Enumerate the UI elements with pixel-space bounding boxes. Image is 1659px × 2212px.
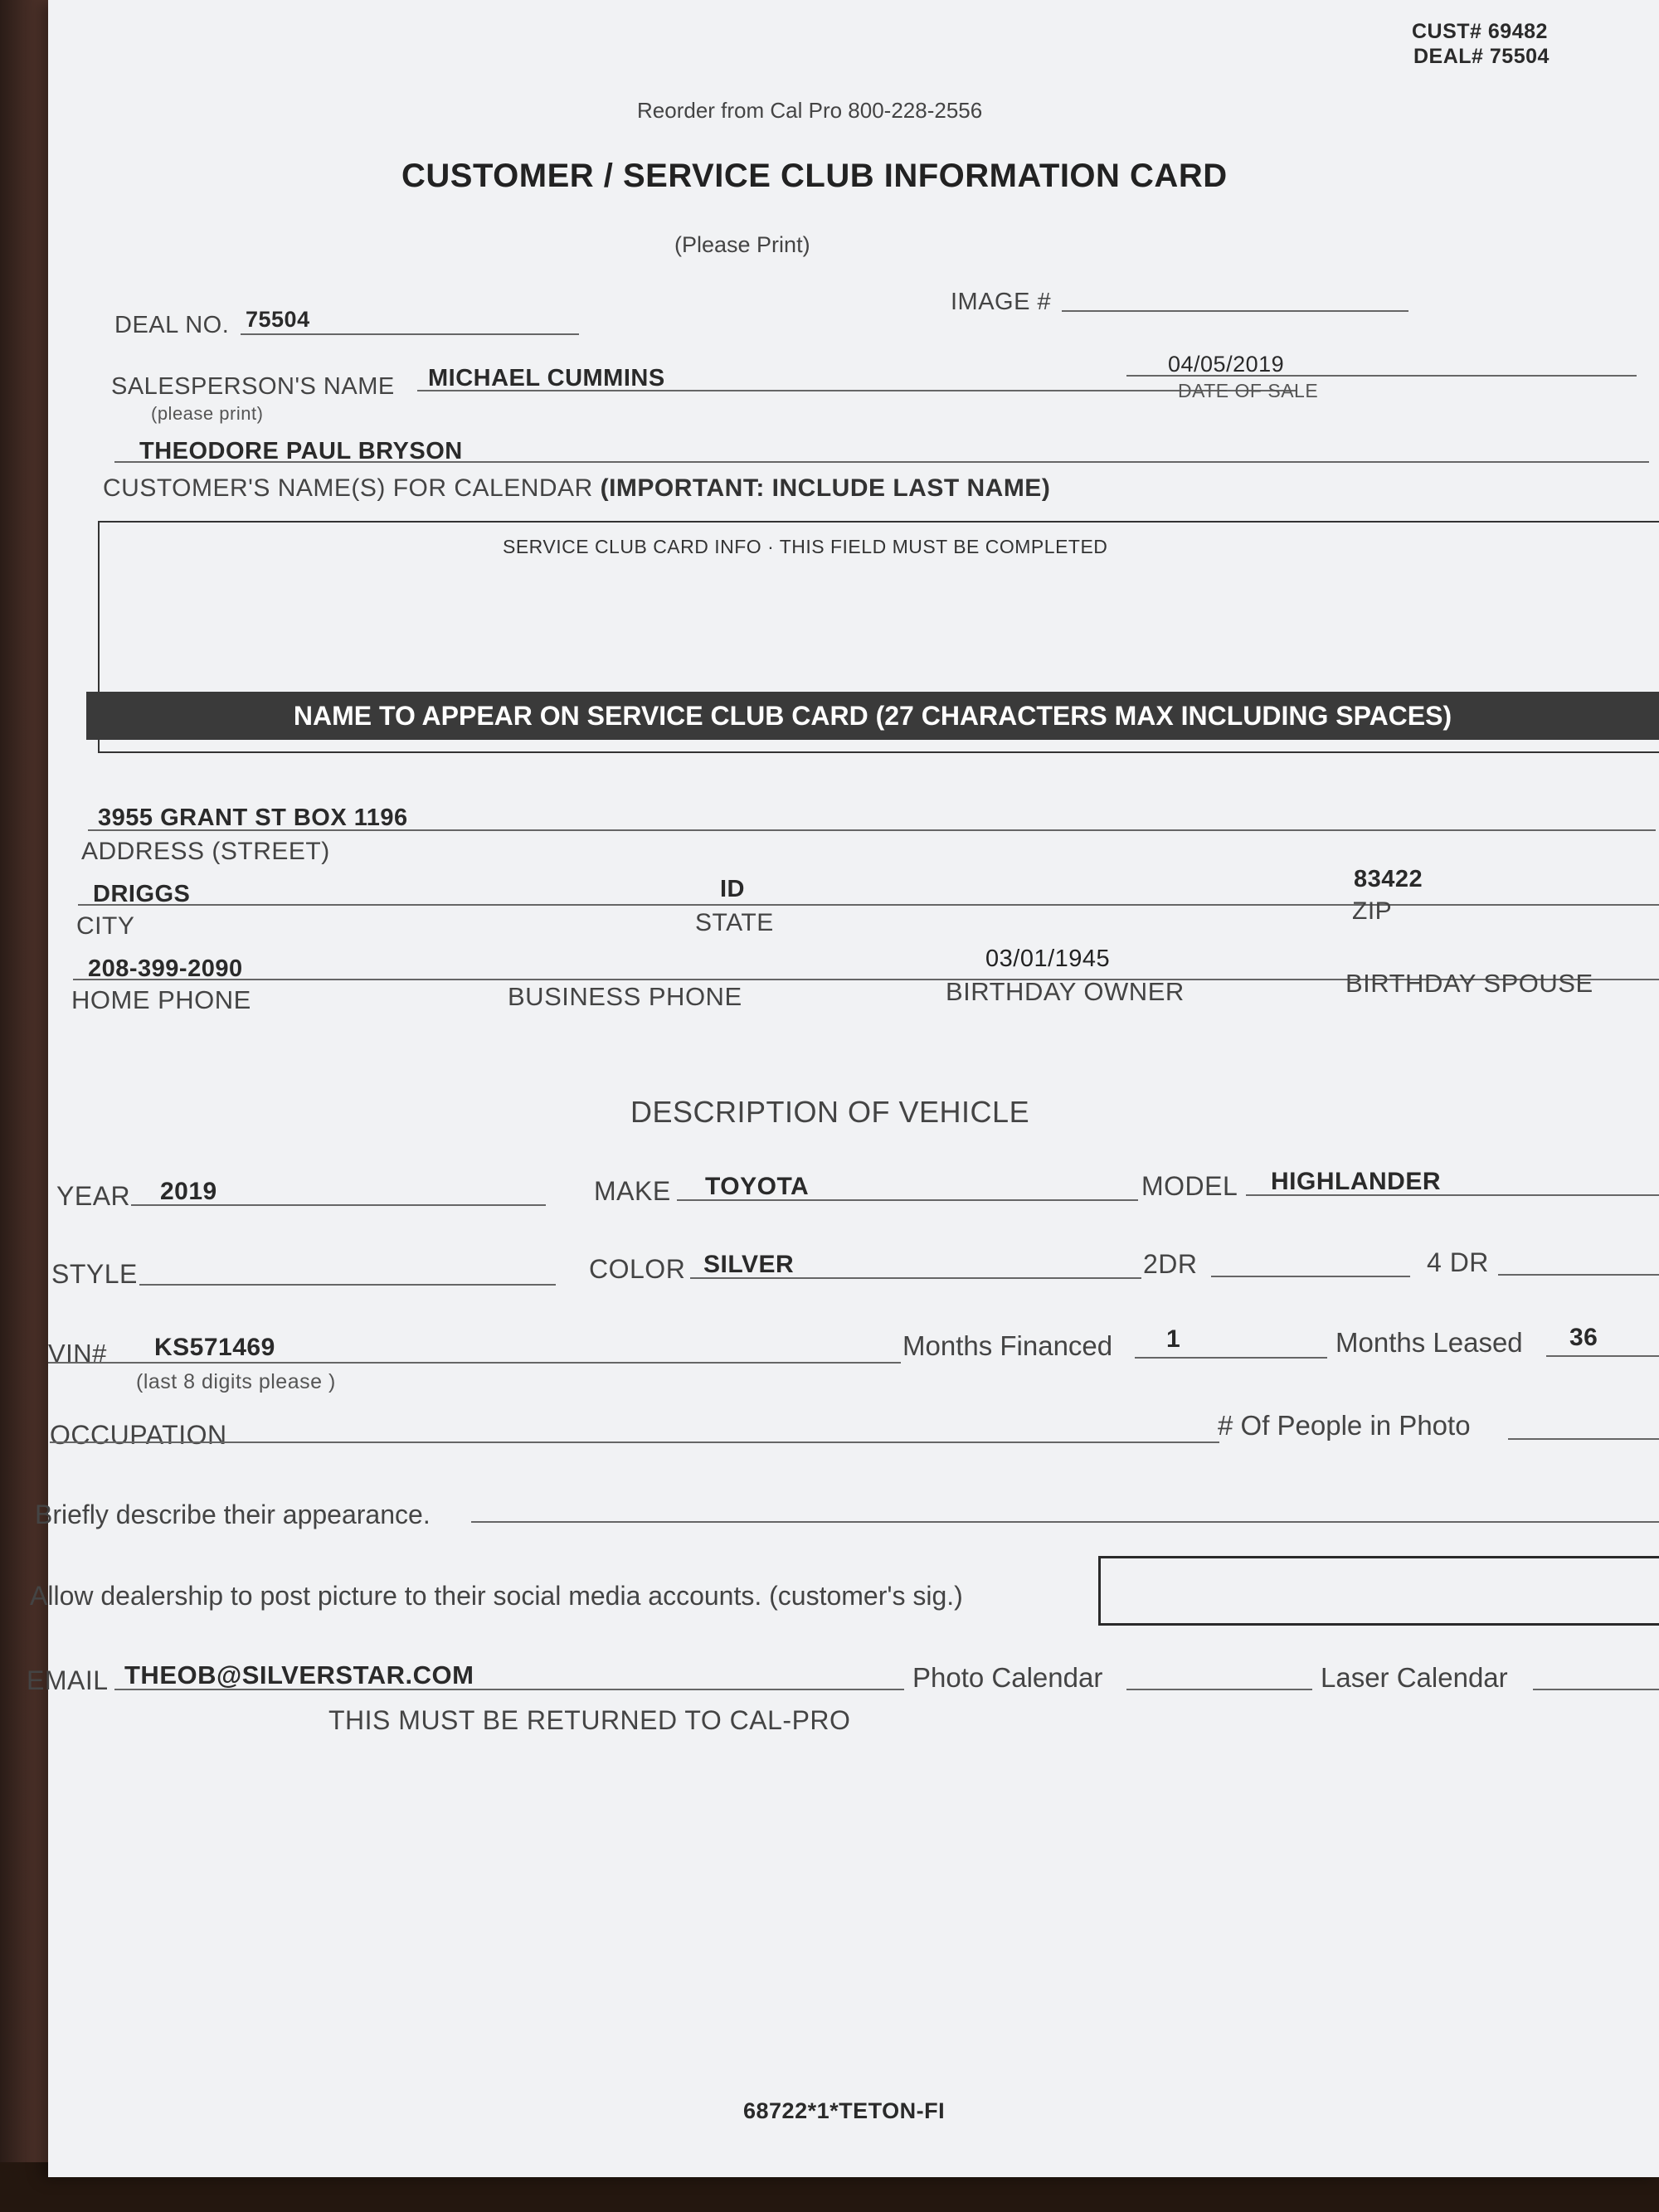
style-line	[139, 1284, 556, 1286]
service-club-info-label: SERVICE CLUB CARD INFO · THIS FIELD MUST BE COMPLETED	[503, 536, 1108, 557]
occupation-line	[50, 1441, 1219, 1443]
make-value: TOYOTA	[705, 1173, 810, 1200]
vin-hint: (last 8 digits please )	[136, 1370, 336, 1393]
year-line	[131, 1204, 546, 1206]
color-label: COLOR	[589, 1254, 686, 1284]
vin-value: KS571469	[154, 1334, 275, 1361]
vin-line	[48, 1362, 901, 1364]
year-label: YEAR	[56, 1181, 131, 1211]
date-of-sale-value: 04/05/2019	[1168, 352, 1285, 377]
vehicle-heading: DESCRIPTION OF VEHICLE	[630, 1095, 1030, 1129]
city-label: CITY	[76, 912, 135, 940]
customer-name-value: THEODORE PAUL BRYSON	[139, 438, 463, 464]
birthday-spouse-label: BIRTHDAY SPOUSE	[1345, 969, 1593, 998]
birthday-owner-value: 03/01/1945	[985, 946, 1111, 972]
image-label: IMAGE #	[951, 289, 1052, 315]
customer-name-important: (IMPORTANT: INCLUDE LAST NAME)	[600, 474, 1051, 502]
email-value: THEOB@SILVERSTAR.COM	[124, 1660, 474, 1689]
salesperson-line	[417, 390, 1297, 391]
image-line	[1062, 310, 1408, 312]
footer-code: 68722*1*TETON-FI	[743, 2098, 946, 2123]
date-of-sale-label: DATE OF SALE	[1178, 380, 1319, 401]
four-door-label: 4 DR	[1427, 1247, 1489, 1277]
months-financed-line	[1135, 1357, 1327, 1359]
home-phone-value: 208-399-2090	[88, 955, 243, 982]
months-leased-value: 36	[1569, 1324, 1598, 1351]
salesperson-label: SALESPERSON'S NAME	[111, 373, 395, 400]
customer-signature-box[interactable]	[1098, 1556, 1659, 1626]
customer-name-line	[114, 461, 1649, 463]
people-in-photo-line	[1508, 1438, 1659, 1440]
vin-label: VIN#	[48, 1339, 107, 1368]
service-club-name-bar: NAME TO APPEAR ON SERVICE CLUB CARD (27 CHARACTERS MAX INCLUDING SPACES)	[86, 692, 1659, 740]
form-title: CUSTOMER / SERVICE CLUB INFORMATION CARD	[401, 158, 1228, 194]
two-door-line	[1211, 1276, 1410, 1277]
photo-calendar-label: Photo Calendar	[912, 1662, 1103, 1693]
zip-value: 83422	[1354, 866, 1423, 892]
months-financed-label: Months Financed	[902, 1330, 1113, 1361]
occupation-label: OCCUPATION	[50, 1420, 227, 1450]
return-note: THIS MUST BE RETURNED TO CAL-PRO	[328, 1705, 851, 1735]
deal-no-line	[241, 333, 579, 335]
color-line	[690, 1277, 1141, 1279]
model-line	[1246, 1194, 1659, 1196]
model-label: MODEL	[1141, 1171, 1238, 1201]
deal-number: DEAL# 75504	[1413, 45, 1550, 68]
email-label: EMAIL	[27, 1665, 109, 1695]
business-phone-label: BUSINESS PHONE	[508, 982, 742, 1011]
information-card-paper	[27, 0, 1659, 2177]
address-street-line	[88, 829, 1656, 831]
model-value: HIGHLANDER	[1271, 1168, 1441, 1195]
two-door-label: 2DR	[1143, 1249, 1198, 1279]
date-of-sale-line	[1126, 375, 1637, 377]
social-media-label: Allow dealership to post picture to their social media accounts. (customer's sig.)	[30, 1581, 963, 1611]
salesperson-hint: (please print)	[151, 403, 264, 424]
make-line	[677, 1199, 1138, 1201]
deal-no-label: DEAL NO.	[114, 312, 230, 338]
state-label: STATE	[695, 909, 774, 936]
state-value: ID	[720, 876, 745, 902]
make-label: MAKE	[594, 1176, 671, 1206]
customer-name-label	[103, 474, 1050, 503]
city-state-zip-line	[78, 904, 1659, 906]
four-door-line	[1498, 1274, 1659, 1276]
year-value: 2019	[160, 1178, 217, 1205]
address-street-label: ADDRESS (STREET)	[81, 838, 330, 865]
months-leased-line	[1546, 1355, 1659, 1357]
people-in-photo-label: # Of People in Photo	[1218, 1410, 1471, 1441]
home-phone-label: HOME PHONE	[71, 985, 251, 1014]
zip-label: ZIP	[1352, 897, 1393, 925]
months-leased-label: Months Leased	[1335, 1327, 1523, 1358]
deal-no-value: 75504	[246, 307, 310, 332]
months-financed-value: 1	[1166, 1325, 1181, 1353]
email-line	[114, 1689, 904, 1690]
color-value: SILVER	[703, 1251, 795, 1278]
style-label: STYLE	[51, 1259, 138, 1289]
reorder-note: Reorder from Cal Pro 800-228-2556	[637, 98, 983, 123]
appearance-line	[471, 1521, 1659, 1523]
salesperson-value: MICHAEL CUMMINS	[428, 365, 665, 391]
photo-calendar-line	[1126, 1689, 1312, 1690]
cust-number: CUST# 69482	[1412, 20, 1548, 43]
customer-name-label-text: CUSTOMER'S NAME(S) FOR CALENDAR	[103, 474, 593, 502]
laser-calendar-label: Laser Calendar	[1321, 1662, 1508, 1693]
laser-calendar-line	[1533, 1689, 1659, 1690]
address-street-value: 3955 GRANT ST BOX 1196	[98, 805, 408, 831]
birthday-owner-label: BIRTHDAY OWNER	[946, 977, 1185, 1006]
city-value: DRIGGS	[93, 881, 191, 907]
appearance-label: Briefly describe their appearance.	[35, 1500, 431, 1529]
please-print-note: (Please Print)	[674, 232, 810, 257]
